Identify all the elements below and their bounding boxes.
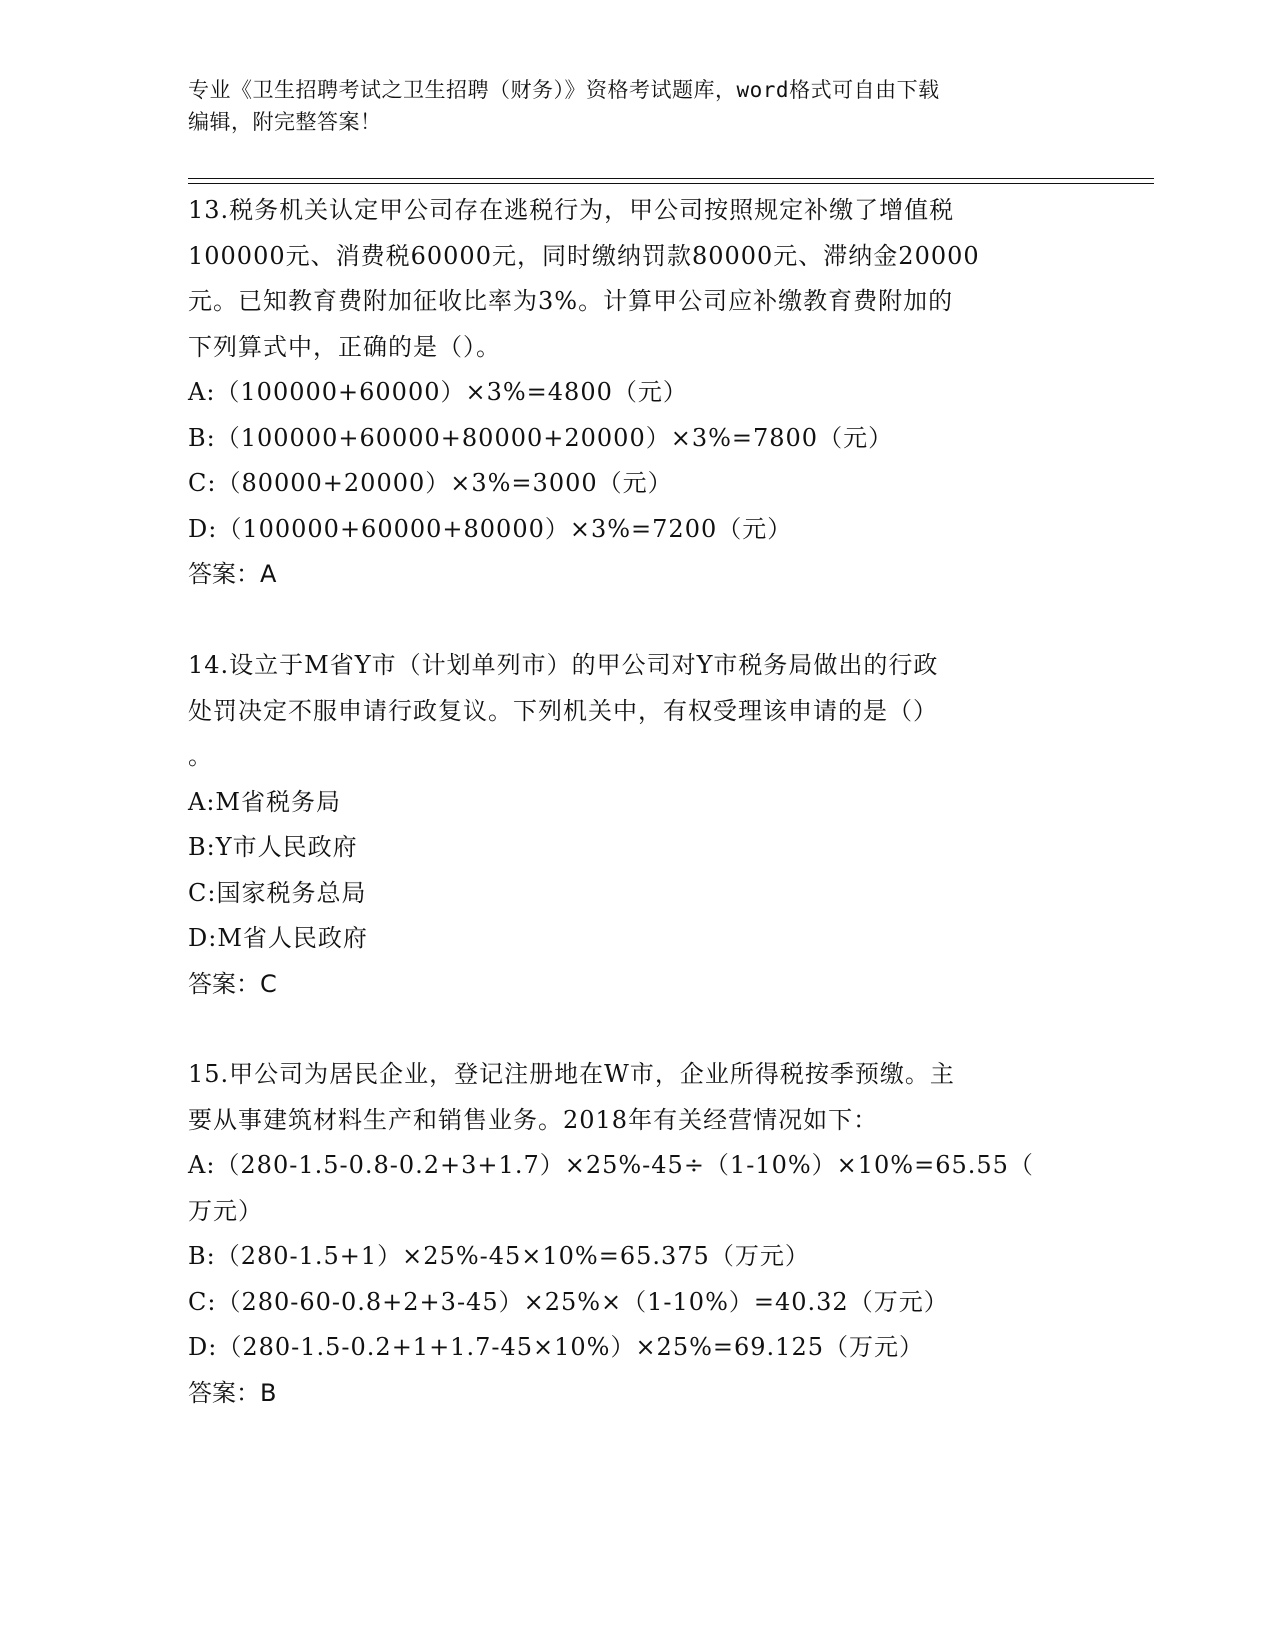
header-line: 专业《卫生招聘考试之卫生招聘（财务）》资格考试题库，word格式可自由下载 — [188, 78, 940, 102]
answer-line: 答案：B — [188, 1378, 277, 1407]
option-c: C:（80000+20000）×3%=3000（元） — [188, 469, 673, 497]
header-divider — [188, 178, 1154, 179]
option-d: D:（280-1.5-0.2+1+1.7-45×10%）×25%=69.125（万元） — [188, 1333, 924, 1361]
question-stem-line: 元。已知教育费附加征收比率为3%。计算甲公司应补缴教育费附加的 — [188, 287, 954, 315]
header-divider — [188, 183, 1154, 184]
option-a: A:（100000+60000）×3%=4800（元） — [188, 378, 688, 406]
option-b: B:（100000+60000+80000+20000）×3%=7800（元） — [188, 423, 894, 452]
option-d: D:M省人民政府 — [188, 924, 368, 952]
question-13 — [188, 188, 1088, 598]
option-d: D:（100000+60000+80000）×3%=7200（元） — [188, 514, 793, 543]
question-stem-line: 处罚决定不服申请行政复议。下列机关中，有权受理该申请的是（） — [188, 696, 938, 725]
option-a: A:（280-1.5-0.8-0.2+3+1.7）×25%-45÷（1-10%）×10%=65.55（ — [188, 1151, 1034, 1179]
option-b: B:（280-1.5+1）×25%-45×10%=65.375（万元） — [188, 1242, 810, 1270]
question-stem-line: 。 — [188, 742, 213, 770]
header-line: 编辑，附完整答案！ — [188, 110, 382, 134]
question-15 — [188, 1052, 1088, 1416]
question-stem-line: 15.甲公司为居民企业，登记注册地在W市，企业所得税按季预缴。主 — [188, 1060, 955, 1088]
question-14 — [188, 643, 1088, 1007]
document-header — [188, 74, 1068, 138]
option-c: C:（280-60-0.8+2+3-45）×25%×（1-10%）=40.32（万元） — [188, 1287, 949, 1316]
option-a-continued: 万元） — [188, 1196, 263, 1225]
question-stem-line: 13.税务机关认定甲公司存在逃税行为，甲公司按照规定补缴了增值税 — [188, 196, 955, 224]
option-b: B:Y市人民政府 — [188, 833, 358, 861]
question-stem-line: 下列算式中，正确的是（）。 — [188, 332, 501, 361]
option-c: C:国家税务总局 — [188, 878, 367, 907]
answer-line: 答案：A — [188, 560, 277, 588]
option-a: A:M省税务局 — [188, 787, 341, 816]
question-stem-line: 14.设立于M省Y市（计划单列市）的甲公司对Y市税务局做出的行政 — [188, 651, 939, 679]
question-stem-line: 要从事建筑材料生产和销售业务。2018年有关经营情况如下： — [188, 1105, 879, 1134]
question-stem-line: 100000元、消费税60000元，同时缴纳罚款80000元、滞纳金20000 — [188, 241, 980, 270]
answer-line: 答案：C — [188, 969, 277, 998]
